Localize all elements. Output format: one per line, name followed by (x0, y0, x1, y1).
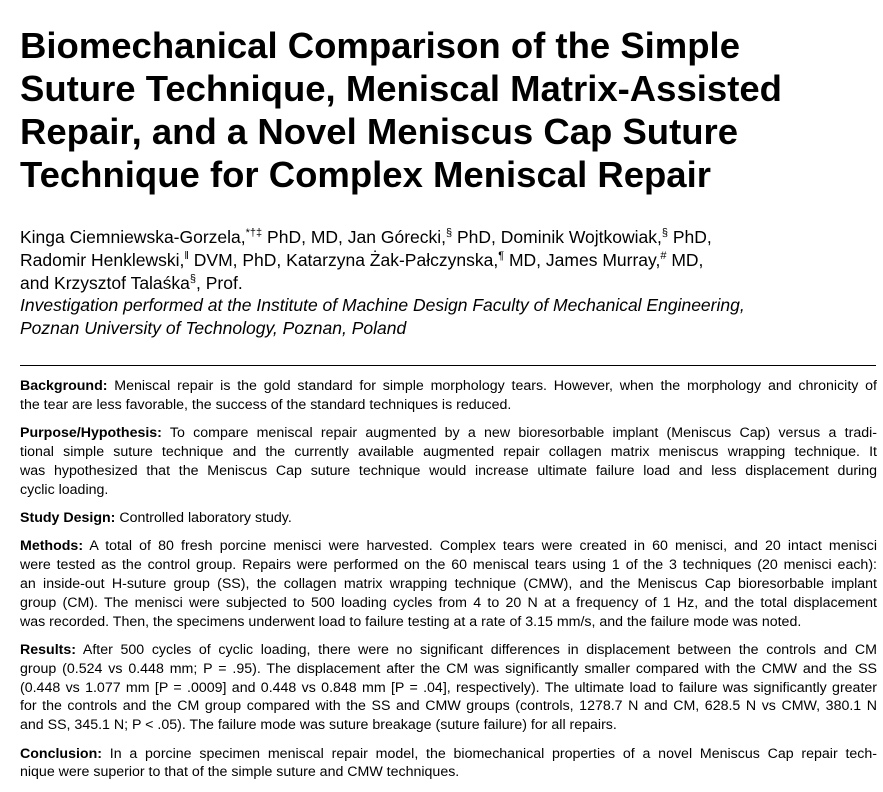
article-title (20, 24, 870, 196)
abstract-line: Conclusion: In a porcine specimen meniscal repair model, the biomechanical properties of a novel Meniscus Cap repair tech- (20, 745, 877, 762)
author-name: and Krzysztof Talaśka (20, 273, 190, 293)
title-line: Suture Technique, Meniscal Matrix-Assisted (20, 68, 782, 109)
abstract-line: group (CM). The menisci were subjected to 500 loading cycles from 4 to 20 N at a frequency of 1 Hz, and the total displacement (20, 594, 877, 611)
abstract-study-design (20, 509, 877, 528)
abstract-line: Results: After 500 cycles of cyclic loading, there were no significant differences in displacement between the controls and CM (20, 641, 877, 658)
affiliation-marker: # (660, 250, 667, 263)
institution-note (20, 294, 880, 340)
abstract-line: Study Design: Controlled laboratory study. (20, 509, 292, 526)
affiliation-marker: § (189, 273, 197, 286)
affiliation-marker: ¶ (498, 250, 505, 263)
institution-line: Poznan University of Technology, Poznan, Poland (20, 318, 407, 338)
abstract-line: were tested as the control group. Repairs were performed on the 60 meniscal tears using 1 of the 3 techniques (20 menisci each): (20, 557, 877, 574)
abstract-line: was recorded. Then, the specimens underwent load to failure testing at a rate of 3.15 mm/s, and the failure mode was noted. (20, 613, 802, 630)
abstract-line: for the controls and the CM group compared with the SS and CMW groups (controls, 1278.7 N and CM, 628.5 N vs CMW, 380.1 N (20, 698, 877, 715)
abstract-heading: Results: (20, 641, 76, 658)
author-degrees: PhD, (668, 227, 712, 247)
author-degrees: MD, (504, 250, 546, 270)
affiliation-marker: § (661, 227, 668, 240)
title-line: Technique for Complex Meniscal Repair (20, 154, 711, 195)
affiliation-marker: § (446, 227, 453, 240)
institution-line: Investigation performed at the Institute of Machine Design Faculty of Mechanical Engineering, (20, 295, 745, 315)
abstract-line: Methods: A total of 80 fresh porcine menisci were harvested. Complex tears were created in 60 menisci, and 20 intact menisci (20, 538, 877, 555)
author-degrees: DVM, PhD, (188, 250, 287, 270)
abstract-line: cyclic loading. (20, 481, 109, 498)
section-divider (20, 365, 876, 366)
abstract (20, 377, 877, 792)
abstract-heading: Background: (20, 378, 108, 394)
abstract-heading: Methods: (20, 538, 84, 555)
affiliation-marker: ‖ (184, 250, 189, 263)
title-line: Repair, and a Novel Meniscus Cap Suture (20, 111, 739, 152)
author-degrees: PhD, (452, 227, 501, 247)
author-line (20, 272, 880, 295)
author-name: Katarzyna Żak-Pałczynska, (286, 250, 499, 270)
abstract-line: the tear are less favorable, the success of the standard techniques is reduced. (20, 396, 512, 413)
author-name: Kinga Ciemniewska-Gorzela, (20, 227, 246, 247)
abstract-methods (20, 537, 877, 631)
abstract-line: an inside-out H-suture group (SS), the collagen matrix wrapping technique (CMW), and the Meniscus Cap bioresorbable implant (20, 575, 877, 592)
affiliation-marker: *†‡ (245, 227, 263, 240)
author-line (20, 249, 880, 272)
abstract-line: and SS, 345.1 N; P < .05). The failure mode was suture breakage (suture failure) for all repairs. (20, 717, 617, 734)
author-name: Dominik Wojtkowiak, (500, 227, 662, 247)
author-list (20, 226, 880, 295)
author-name: Radomir Henklewski, (20, 250, 185, 270)
abstract-heading: Purpose/Hypothesis: (20, 425, 162, 442)
abstract-heading: Conclusion: (20, 745, 102, 762)
abstract-results (20, 641, 877, 735)
abstract-conclusion (20, 745, 877, 783)
abstract-line: Purpose/Hypothesis: To compare meniscal repair augmented by a new bioresorbable implant (Meniscus Cap) versus a tradi- (20, 425, 877, 442)
author-name: James Murray, (545, 250, 661, 270)
author-line (20, 226, 880, 249)
abstract-purpose (20, 424, 877, 499)
abstract-line: (0.448 vs 1.077 mm [P = .0009] and 0.448 vs 0.848 mm [P = .04], respectively). The ultimate load to failure was significantly greater (20, 679, 877, 696)
abstract-background (20, 377, 877, 415)
abstract-line: group (0.524 vs 0.448 mm; P = .95). The displacement after the CM was significantly smaller compared with the CMW and the SS (20, 660, 877, 677)
abstract-line: nique were superior to that of the simple suture and CMW techniques. (20, 764, 460, 781)
title-line: Biomechanical Comparison of the Simple (20, 25, 741, 66)
author-degrees: , Prof. (196, 273, 243, 293)
abstract-heading: Study Design: (20, 509, 116, 526)
author-name: Jan Górecki, (347, 227, 446, 247)
abstract-line: tional simple suture technique and the currently available augmented repair collagen matrix meniscus wrapping technique. It (20, 443, 877, 460)
author-degrees: PhD, MD, (262, 227, 348, 247)
abstract-line: Background: Meniscal repair is the gold standard for simple morphology tears. However, when the morphology and chronicity of (20, 378, 877, 394)
author-degrees: MD, (666, 250, 704, 270)
abstract-line: was hypothesized that the Meniscus Cap suture technique would increase ultimate failure load and less displacement during (20, 462, 877, 479)
